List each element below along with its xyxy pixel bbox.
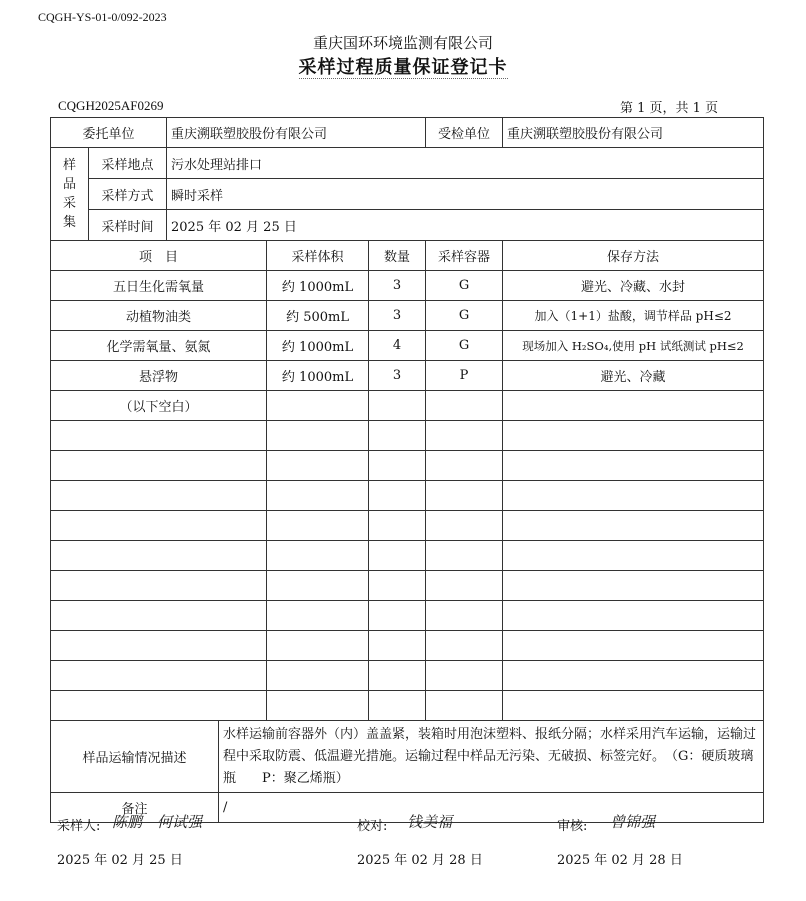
form-title-text: 采样过程质量保证登记卡 xyxy=(298,57,508,78)
empty-cell xyxy=(426,541,503,571)
checker-date: 2025 年 02 月 28 日 xyxy=(357,853,483,868)
empty-cell xyxy=(267,661,369,691)
transport-label: 样品运输情况描述 xyxy=(51,721,219,793)
empty-row xyxy=(51,661,764,691)
empty-row xyxy=(51,451,764,481)
inspected-label: 受检单位 xyxy=(426,118,503,148)
row-volume: 约 500mL xyxy=(267,301,369,331)
reviewer-date: 2025 年 02 月 28 日 xyxy=(557,853,683,868)
form-title xyxy=(0,53,806,79)
empty-cell xyxy=(369,541,426,571)
empty-cell xyxy=(51,691,267,721)
site-value: 污水处理站排口 xyxy=(167,148,764,179)
empty-row xyxy=(51,511,764,541)
empty-cell xyxy=(426,571,503,601)
empty-row xyxy=(51,691,764,721)
empty-cell xyxy=(503,691,764,721)
empty-cell xyxy=(369,421,426,451)
empty-cell xyxy=(51,631,267,661)
empty-cell xyxy=(426,601,503,631)
time-label: 采样时间 xyxy=(89,210,167,241)
empty-cell xyxy=(51,661,267,691)
company-name: 重庆国环环境监测有限公司 xyxy=(312,34,493,52)
empty-row xyxy=(51,601,764,631)
header-container: 采样容器 xyxy=(426,241,503,271)
empty-cell xyxy=(426,391,503,421)
empty-cell xyxy=(426,691,503,721)
row-preservation: 加入（1+1）盐酸，调节样品 pH≤2 xyxy=(503,301,764,331)
row-container: G xyxy=(426,271,503,301)
row-quantity: 3 xyxy=(369,301,426,331)
header-preservation: 保存方法 xyxy=(503,241,764,271)
empty-row xyxy=(51,541,764,571)
empty-cell xyxy=(369,481,426,511)
row-container: G xyxy=(426,331,503,361)
reviewer-label: 审核: xyxy=(557,819,588,834)
empty-cell xyxy=(51,601,267,631)
empty-cell xyxy=(51,481,267,511)
empty-cell xyxy=(51,511,267,541)
empty-cell xyxy=(267,481,369,511)
record-number: CQGH2025AF0269 xyxy=(58,98,164,113)
sample-section-label xyxy=(51,148,89,241)
empty-cell xyxy=(503,511,764,541)
sampler-date: 2025 年 02 月 25 日 xyxy=(57,853,183,868)
empty-cell xyxy=(51,541,267,571)
inspected-value: 重庆溯联塑胶股份有限公司 xyxy=(503,118,764,148)
site-label: 采样地点 xyxy=(89,148,167,179)
method-label: 采样方式 xyxy=(89,179,167,210)
row-preservation: 避光、冷藏、水封 xyxy=(503,271,764,301)
empty-cell xyxy=(267,691,369,721)
empty-cell xyxy=(267,631,369,661)
empty-cell xyxy=(503,481,764,511)
empty-cell xyxy=(503,391,764,421)
document-code: CQGH-YS-01-0/092-2023 xyxy=(38,10,167,24)
empty-row xyxy=(51,421,764,451)
empty-cell xyxy=(51,421,267,451)
checker-label: 校对: xyxy=(357,819,388,834)
empty-cell xyxy=(426,451,503,481)
checker-signature: 钱美福 xyxy=(407,813,453,831)
header-item: 项 目 xyxy=(51,241,267,271)
row-volume: 约 1000mL xyxy=(267,331,369,361)
transport-description: 水样运输前容器外（内）盖盖紧，装箱时用泡沫塑料、报纸分隔；水样采用汽车运输，运输过程中采取防震、低温避光措施。运输过程中样品无污染、无破损、标签完好。 （G：硬质玻璃瓶 P：聚乙烯瓶） xyxy=(219,721,764,793)
row-quantity: 4 xyxy=(369,331,426,361)
empty-cell xyxy=(267,391,369,421)
row-preservation: 现场加入 H₂SO₄,使用 pH 试纸测试 pH≤2 xyxy=(503,331,764,361)
empty-row xyxy=(51,481,764,511)
blank-marker: （以下空白） xyxy=(51,391,267,421)
client-value: 重庆溯联塑胶股份有限公司 xyxy=(167,118,426,148)
empty-cell xyxy=(267,601,369,631)
empty-cell xyxy=(369,661,426,691)
remarks-value: / xyxy=(219,793,764,823)
empty-cell xyxy=(426,511,503,541)
empty-cell xyxy=(426,661,503,691)
reviewer-signature: 曾锦强 xyxy=(610,813,656,831)
header-quantity: 数量 xyxy=(369,241,426,271)
empty-cell xyxy=(503,541,764,571)
row-quantity: 3 xyxy=(369,271,426,301)
time-value: 2025 年 02 月 25 日 xyxy=(167,210,764,241)
client-label: 委托单位 xyxy=(51,118,167,148)
table-row xyxy=(51,331,764,361)
empty-row xyxy=(51,571,764,601)
empty-cell xyxy=(267,421,369,451)
table-row xyxy=(51,361,764,391)
row-item: 五日生化需氧量 xyxy=(51,271,267,301)
header-volume: 采样体积 xyxy=(267,241,369,271)
empty-cell xyxy=(267,451,369,481)
sampler-label: 采样人: xyxy=(57,819,101,834)
empty-cell xyxy=(369,511,426,541)
empty-cell xyxy=(369,601,426,631)
remarks-label: 备注 xyxy=(51,793,219,823)
empty-cell xyxy=(267,571,369,601)
empty-cell xyxy=(503,601,764,631)
row-container: G xyxy=(426,301,503,331)
empty-cell xyxy=(503,421,764,451)
row-volume: 约 1000mL xyxy=(267,271,369,301)
row-volume: 约 1000mL xyxy=(267,361,369,391)
row-container: P xyxy=(426,361,503,391)
page-info: 第 1 页，共 1 页 xyxy=(620,101,719,116)
row-item: 化学需氧量、氨氮 xyxy=(51,331,267,361)
table-row xyxy=(51,391,764,421)
empty-cell xyxy=(503,631,764,661)
row-item: 动植物油类 xyxy=(51,301,267,331)
empty-cell xyxy=(369,451,426,481)
row-item: 悬浮物 xyxy=(51,361,267,391)
empty-cell xyxy=(503,451,764,481)
sampling-form-table xyxy=(50,117,764,823)
empty-cell xyxy=(267,511,369,541)
row-preservation: 避光、冷藏 xyxy=(503,361,764,391)
empty-cell xyxy=(267,541,369,571)
sampler-signature: 陈鹏 何试强 xyxy=(112,813,203,831)
empty-cell xyxy=(369,391,426,421)
table-row xyxy=(51,271,764,301)
empty-cell xyxy=(503,571,764,601)
table-row xyxy=(51,301,764,331)
sample-section-text: 样品采集 xyxy=(62,158,76,230)
empty-row xyxy=(51,631,764,661)
empty-cell xyxy=(369,571,426,601)
empty-cell xyxy=(51,451,267,481)
empty-cell xyxy=(369,631,426,661)
method-value: 瞬时采样 xyxy=(167,179,764,210)
row-quantity: 3 xyxy=(369,361,426,391)
empty-cell xyxy=(426,481,503,511)
empty-cell xyxy=(426,421,503,451)
empty-cell xyxy=(503,661,764,691)
empty-cell xyxy=(426,631,503,661)
empty-cell xyxy=(51,571,267,601)
empty-cell xyxy=(369,691,426,721)
